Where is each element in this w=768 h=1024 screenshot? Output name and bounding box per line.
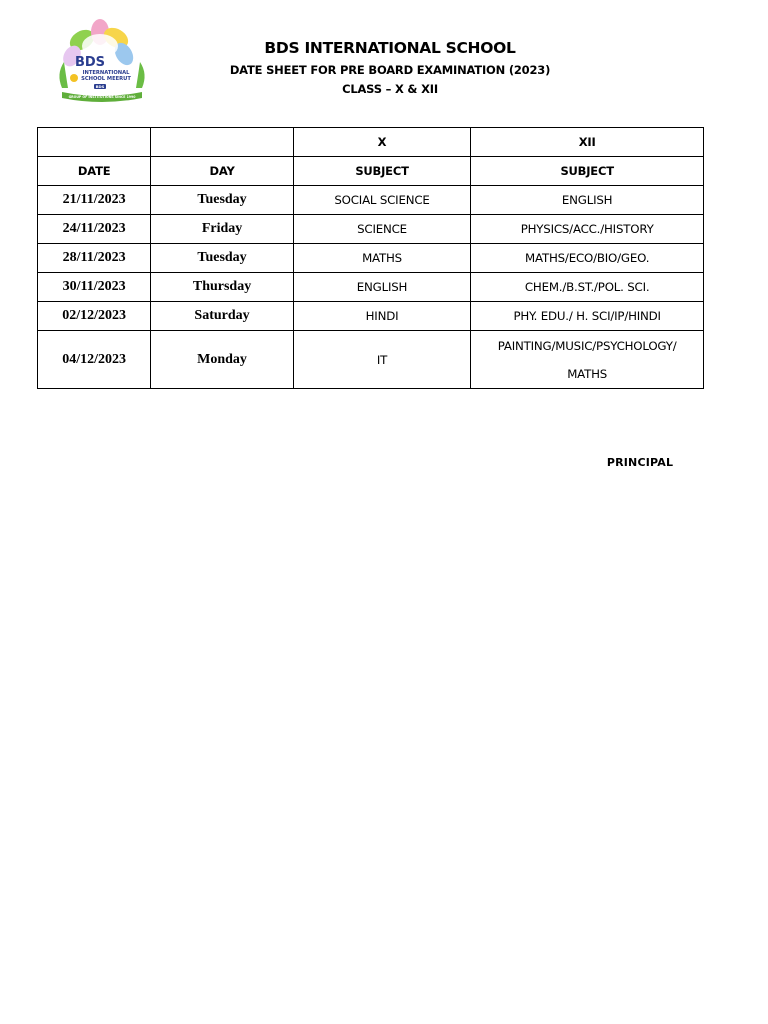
logo-bds-text: BDS <box>74 55 106 70</box>
date-sheet-title: DATE SHEET FOR PRE BOARD EXAMINATION (2023) <box>229 63 551 77</box>
subject-xii-cell: ENGLISH <box>471 186 704 215</box>
subject-xii-cell <box>471 331 704 389</box>
class-header-row <box>38 128 704 157</box>
date-cell: 02/12/2023 <box>38 302 151 331</box>
school-name: BDS INTERNATIONAL SCHOOL <box>264 39 516 57</box>
day-cell: Friday <box>151 215 293 244</box>
column-header-date: DATE <box>38 157 151 186</box>
subject-x-cell: IT <box>293 331 471 389</box>
day-cell: Thursday <box>151 273 293 302</box>
day-cell: Tuesday <box>151 244 293 273</box>
column-header-day: DAY <box>151 157 293 186</box>
subject-x-cell: MATHS <box>293 244 471 273</box>
date-sheet-table <box>37 127 704 389</box>
table-row <box>38 244 704 273</box>
subject-x-cell: HINDI <box>293 302 471 331</box>
class-header-xii: XII <box>471 128 704 157</box>
date-cell: 04/12/2023 <box>38 331 151 389</box>
table-row <box>38 215 704 244</box>
subject-xii-line: MATHS <box>567 366 608 381</box>
column-header-row <box>38 157 704 186</box>
day-cell: Monday <box>151 331 293 389</box>
date-cell: 28/11/2023 <box>38 244 151 273</box>
svg-text:INTERNATIONAL: INTERNATIONAL <box>82 70 130 76</box>
subject-xii-line: PAINTING/MUSIC/PSYCHOLOGY/ <box>497 338 677 353</box>
svg-text:SCHOOL MEERUT: SCHOOL MEERUT <box>81 76 131 82</box>
subject-xii-cell: CHEM./B.ST./POL. SCI. <box>471 273 704 302</box>
day-cell: Tuesday <box>151 186 293 215</box>
subject-x-cell: SCIENCE <box>293 215 471 244</box>
document-header <box>190 38 590 98</box>
table-row <box>38 186 704 215</box>
class-header-cell <box>151 128 293 157</box>
date-cell: 24/11/2023 <box>38 215 151 244</box>
table-row <box>38 273 704 302</box>
class-header-cell <box>38 128 151 157</box>
school-logo <box>54 18 150 104</box>
svg-text:GROUP OF INSTITUTIONS SINCE 19: GROUP OF INSTITUTIONS SINCE 1990 <box>68 95 136 99</box>
principal-signature-label: PRINCIPAL <box>606 456 674 469</box>
svg-text:BDS: BDS <box>95 84 105 89</box>
subject-xii-cell: PHYSICS/ACC./HISTORY <box>471 215 704 244</box>
subject-xii-cell: PHY. EDU./ H. SCI/IP/HINDI <box>471 302 704 331</box>
table-row <box>38 331 704 389</box>
class-header-x: X <box>293 128 471 157</box>
table-row <box>38 302 704 331</box>
subject-xii-cell: MATHS/ECO/BIO/GEO. <box>471 244 704 273</box>
subject-x-cell: SOCIAL SCIENCE <box>293 186 471 215</box>
column-header-subject-x: SUBJECT <box>293 157 471 186</box>
class-line: CLASS – X & XII <box>342 82 438 96</box>
date-cell: 30/11/2023 <box>38 273 151 302</box>
column-header-subject-xii: SUBJECT <box>471 157 704 186</box>
date-cell: 21/11/2023 <box>38 186 151 215</box>
day-cell: Saturday <box>151 302 293 331</box>
subject-x-cell: ENGLISH <box>293 273 471 302</box>
